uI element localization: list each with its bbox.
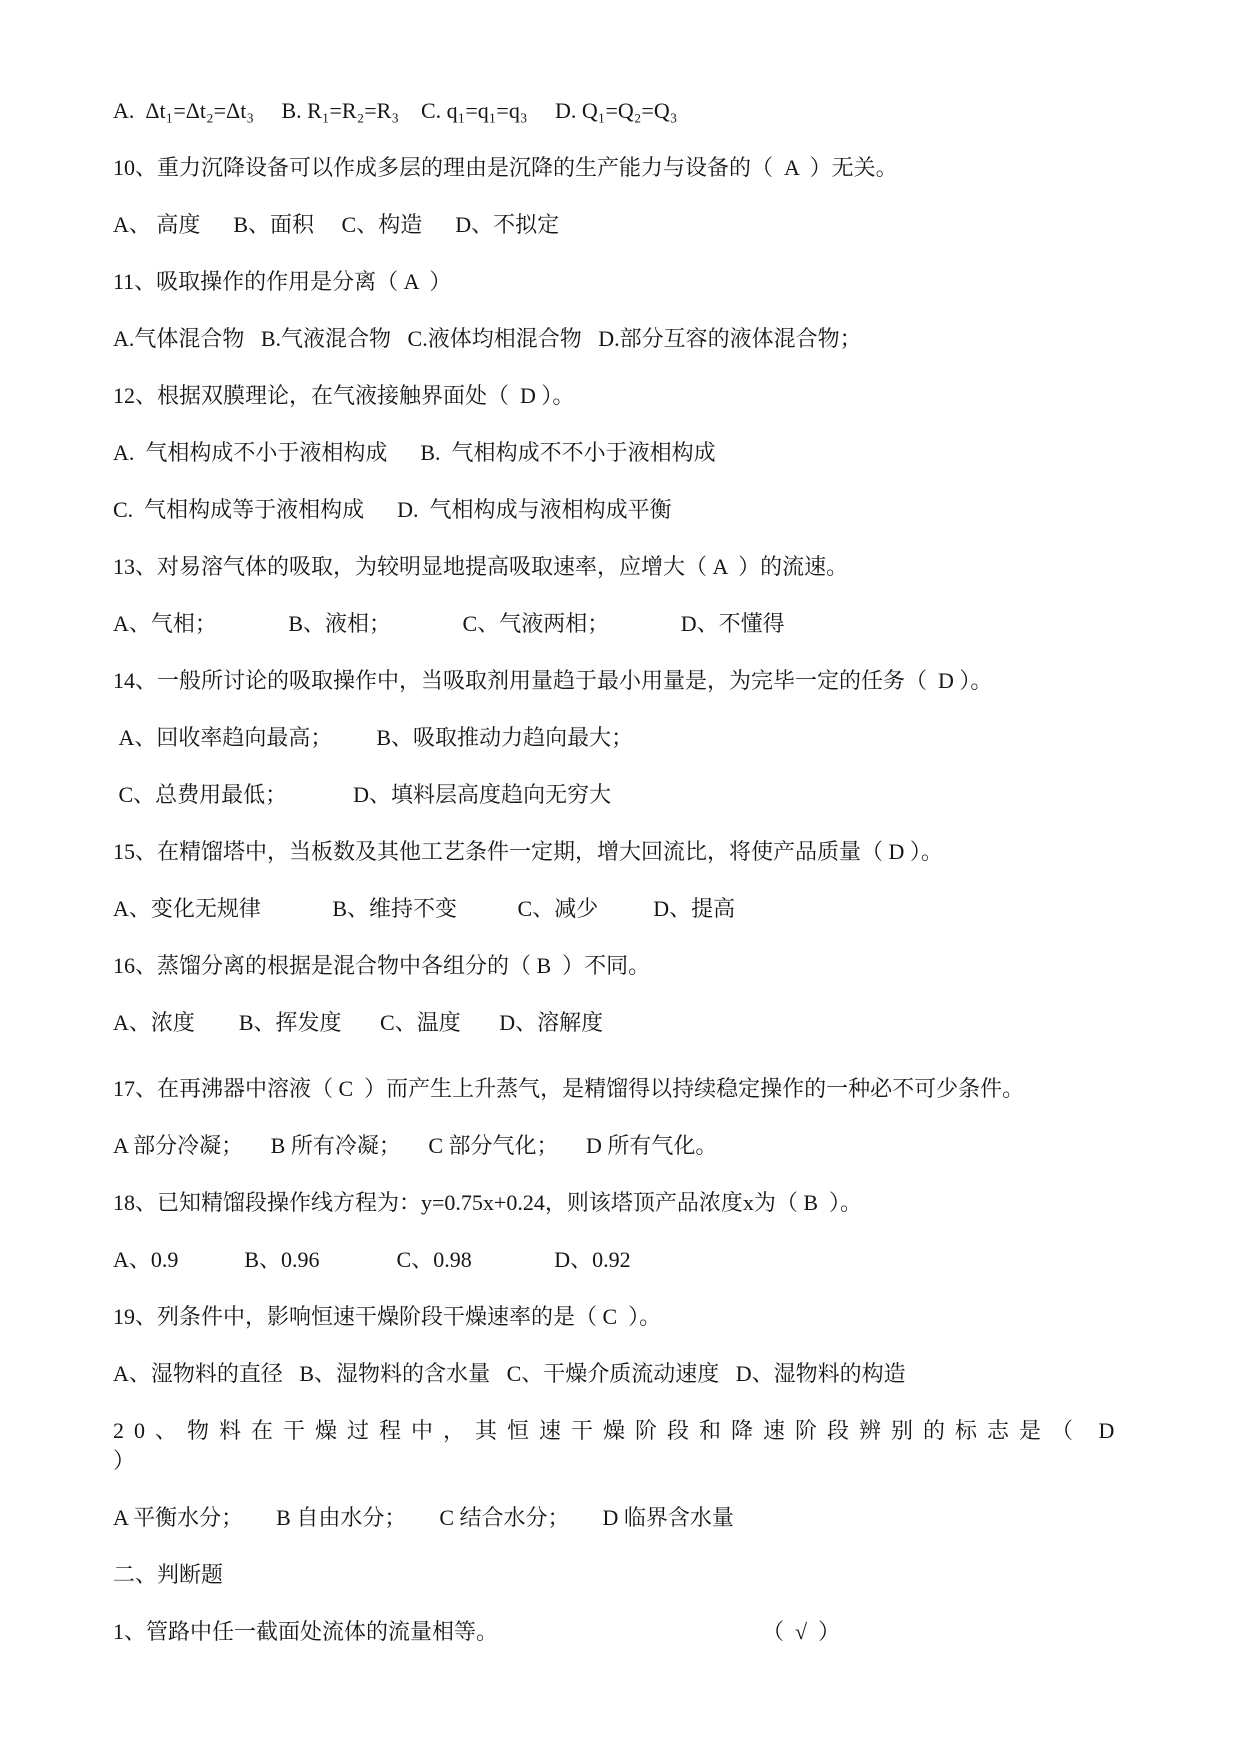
question-14-options-cd: C、总费用最低； D、填料层高度趋向无穷大 (113, 782, 612, 807)
question-10: 10、重力沉降设备可以作成多层的理由是沉降的生产能力与设备的（ A ）无关。 (113, 155, 898, 180)
question-13-options: A、气相； B、液相； C、气液两相； D、不懂得 (113, 611, 785, 636)
question-12: 12、根据双膜理论，在气液接触界面处（ D ）。 (113, 383, 575, 408)
question-10-options: A、 高度 B、面积 C、构造 D、不拟定 (113, 212, 560, 237)
question-17-options: A 部分冷凝； B 所有冷凝； C 部分气化； D 所有气化。 (113, 1133, 718, 1158)
question-12-options-cd: C. 气相构成等于液相构成 D. 气相构成与液相构成平衡 (113, 497, 672, 522)
question-16: 16、蒸馏分离的根据是混合物中各组分的（ B ）不同。 (113, 953, 651, 978)
question-11-options: A.气体混合物 B.气液混合物 C.液体均相混合物 D.部分互容的液体混合物； (113, 326, 862, 351)
question-13: 13、对易溶气体的吸取，为较明显地提高吸取速率，应增大（ A ）的流速。 (113, 554, 849, 579)
question-20: 20、物料在干燥过程中，其恒速干燥阶段和降速阶段辨别的标志是（ D ） (113, 1418, 1140, 1473)
question-14: 14、一般所讨论的吸取操作中，当吸取剂用量趋于最小用量是，为完毕一定的任务（ D ）。 (113, 668, 993, 693)
answers-row-q9: A. Δt₁=Δt₂=Δt₃ B. R₁=R₂=R₃ C. q₁=q₁=q₃ D. Q₁=Q₂=Q₃ (113, 98, 678, 123)
question-20-options: A 平衡水分； B 自由水分； C 结合水分； D 临界含水量 (113, 1505, 734, 1530)
question-12-options-ab: A. 气相构成不小于液相构成 B. 气相构成不不小于液相构成 (113, 440, 716, 465)
question-18: 18、已知精馏段操作线方程为：y=0.75x+0.24，则该塔顶产品浓度x为（ B ）。 (113, 1190, 862, 1215)
question-19-options: A、湿物料的直径 B、湿物料的含水量 C、干燥介质流动速度 D、湿物料的构造 (113, 1361, 906, 1386)
question-18-options: A、0.9 B、0.96 C、0.98 D、0.92 (113, 1247, 631, 1272)
question-14-options-ab: A、回收率趋向最高； B、吸取推动力趋向最大； (113, 725, 634, 750)
question-15-options: A、变化无规律 B、维持不变 C、减少 D、提高 (113, 896, 736, 921)
question-19: 19、列条件中，影响恒速干燥阶段干燥速率的是（ C ）。 (113, 1304, 662, 1329)
section-2-heading: 二、判断题 (113, 1562, 224, 1587)
question-15: 15、在精馏塔中，当板数及其他工艺条件一定期，增大回流比，将使产品质量（ D ）。 (113, 839, 943, 864)
question-11: 11、吸取操作的作用是分离（ A ） (113, 269, 452, 294)
judgement-question-1: 1、管路中任一截面处流体的流量相等。 （ √ ） (113, 1619, 841, 1644)
question-16-options: A、浓度 B、挥发度 C、温度 D、溶解度 (113, 1010, 604, 1035)
question-17: 17、在再沸器中溶液（ C ）而产生上升蒸气，是精馏得以持续稳定操作的一种必不可少条件。 (113, 1076, 1025, 1101)
